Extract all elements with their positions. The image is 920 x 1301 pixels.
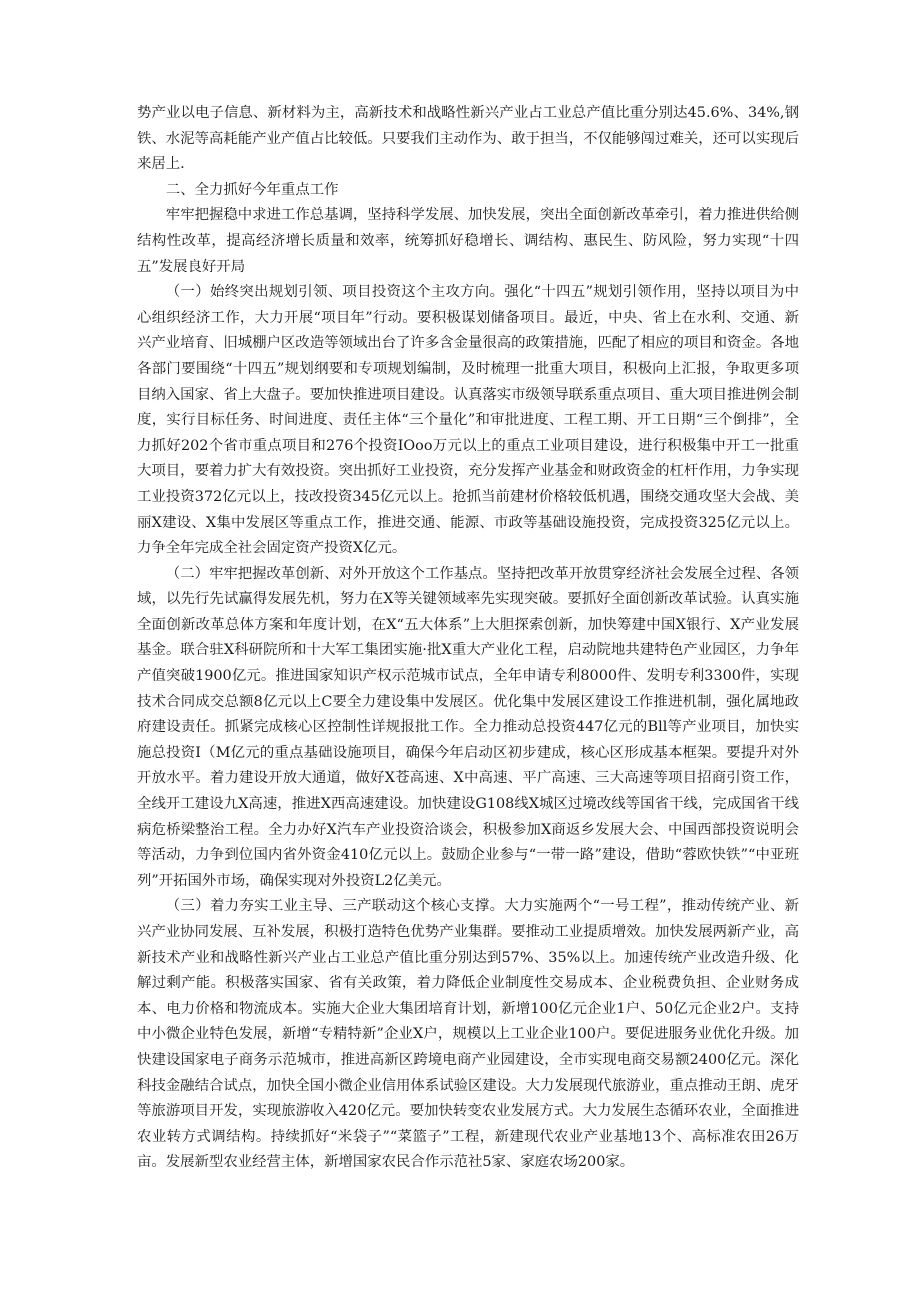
paragraph-industry-services: （三）着力夯实工业主导、三产联动这个核心支撑。大力实施两个“一号工程”，推动传统产业、新兴产业协同发展、互补发展，积极打造特色优势产业集群。要推动工业提质增效。加快发展两新产业，高新技术产业和战略性新兴产业占工业总产值比重分别达到57%、35%以上。加速传统产业改造升级、化解过剩产能。积极落实国家、省有关政策，着力降低企业制度性交易成本、企业税费负担、企业财务成本、电力价格和物流成本。实施大企业大集团培育计划，新增100亿元企业1户、50亿元企业2户。支持中小微企业特色发展，新增“专精特新”企业X户，规模以上工业企业100户。要促进服务业优化升级。加快建设国家电子商务示范城市，推进高新区跨境电商产业园建设，全市实现电商交易额2400亿元。深化科技金融结合试点，加快全国小微企业信用体系试验区建设。大力发展现代旅游业，重点推动王朗、虎牙等旅游项目开发，实现旅游收入420亿元。要加快转变农业发展方式。大力发展生态循环农业，全面推进农业转方式调结构。持续抓好“米袋子”“菜篮子”工程，新建现代农业产业基地13个、高标准农田26万亩。发展新型农业经营主体，新增国家农民合作示范社5家、家庭农场200家。: [137, 898, 799, 1171]
document-body: [137, 101, 799, 1176]
paragraph-general-tone: 牢牢把握稳中求进工作总基调，坚持科学发展、加快发展，突出全面创新改革牵引，着力推进供给侧结构性改革，提高经济增长质量和效率，统筹抓好稳增长、调结构、惠民生、防风险，努力实现“十四五”发展良好开局: [137, 207, 799, 275]
paragraph-continuation: 势产业以电子信息、新材料为主，高新技术和战略性新兴产业占工业总产值比重分别达45.6%、34%,钢铁、水泥等高耗能产业产值占比较低。只要我们主动作为、敢于担当，不仅能够闯过难关，还可以实现后来居上.: [137, 105, 799, 173]
paragraph-project-investment: （一）始终突出规划引领、项目投资这个主攻方向。强化“十四五”规划引领作用，坚持以项目为中心组织经济工作，大力开展“项目年”行动。要积极谋划储备项目。最近，中央、省上在水利、交通、新兴产业培育、旧城棚户区改造等领域出台了许多含金量很高的政策措施，匹配了相应的项目和资金。各地各部门要围绕“十四五”规划纲要和专项规划编制，及时梳理一批重大项目，积极向上汇报，争取更多项目纳入国家、省上大盘子。要加快推进项目建设。认真落实市级领导联系重点项目、重大项目推进例会制度，实行目标任务、时间进度、责任主体“三个量化”和审批进度、工程工期、开工日期“三个倒排”，全力抓好202个省市重点项目和276个投资IOoo万元以上的重点工业项目建设，进行积极集中开工一批重大项目，要着力扩大有效投资。突出抓好工业投资，充分发挥产业基金和财政资金的杠杆作用，力争实现工业投资372亿元以上，技改投资345亿元以上。抢抓当前建材价格较低机遇，围绕交通攻坚大会战、美丽X建设、X集中发展区等重点工作，推进交通、能源、市政等基础设施投资，完成投资325亿元以上。力争全年完成全社会固定资产投资X亿元。: [137, 284, 799, 557]
paragraph-reform-opening: （二）牢牢把握改革创新、对外开放这个工作基点。坚持把改革开放贯穿经济社会发展全过程、各领域，以先行先试赢得发展先机，努力在X等关键领域率先实现突破。要抓好全面创新改革试验。认真实施全面创新改革总体方案和年度计划，在X“五大体系”上大胆探索创新，加快筹建中国X银行、X产业发展基金。联合驻X科研院所和十大军工集团实施·批X重大产业化工程，启动院地共建特色产业园区，力争年产值突破1900亿元。推进国家知识产权示范城市试点，全年申请专利8000件、发明专利3300件，实现技术合同成交总额8亿元以上C要全力建设集中发展区。优化集中发展区建设工作推进机制，强化属地政府建设责任。抓紧完成核心区控制性详规报批工作。全力推动总投资447亿元的Bll等产业项目，加快实施总投资I（M亿元的重点基础设施项目，确保今年启动区初步建成，核心区形成基本框架。要提升对外开放水平。着力建设开放大通道，做好X苍高速、X中高速、平广高速、三大高速等项目招商引资工作，全线开工建设九X高速，推进X西高速建设。加快建设G108线X城区过境改线等国省干线，完成国省干线病危桥梁整治工程。全力办好X汽车产业投资洽谈会，积极参加X商返乡发展大会、中国西部投资说明会等活动，力争到位国内省外资金410亿元以上。鼓励企业参与“一带一路”建设，借助“蓉欧快铁”“中亚班列”开拓国外市场，确保实现对外投资L2亿美元。: [137, 565, 799, 889]
section-heading: 二、全力抓好今年重点工作: [165, 181, 339, 198]
